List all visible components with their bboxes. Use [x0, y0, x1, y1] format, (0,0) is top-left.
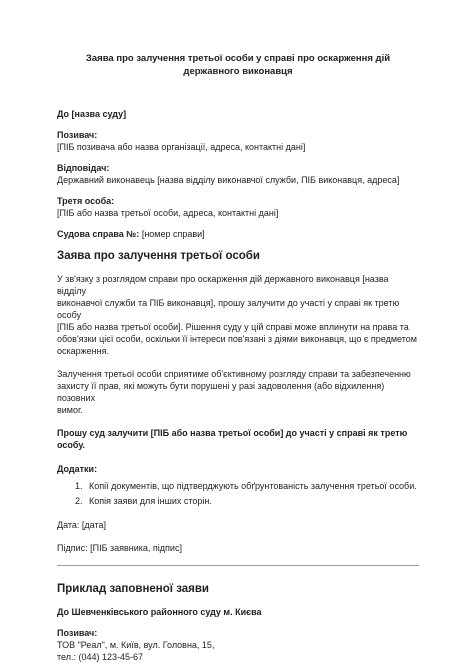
- case-number-label: Судова справа №:: [57, 229, 140, 239]
- case-number-value: [номер справи]: [139, 229, 205, 239]
- request-line: Прошу суд залучити [ПІБ або назва третьої особи] до участі у справі як третю: [57, 428, 408, 438]
- example-plaintiff-line: тел.: (044) 123-45-67: [57, 652, 144, 662]
- title-line-2: державного виконавця: [183, 66, 293, 77]
- example-court: До Шевченківського районного суду м. Києва: [57, 607, 262, 617]
- court-block: [57, 108, 419, 120]
- request-paragraph: [57, 427, 419, 451]
- document-title: [57, 52, 419, 78]
- third-party-value: [ПІБ або назва третьої особи, адреса, контактні дані]: [57, 208, 279, 218]
- example-plaintiff-block: [57, 627, 419, 663]
- plaintiff-value: [ПІБ позивача або назва організації, адреса, контактні дані]: [57, 142, 306, 152]
- section-heading: Заява про залучення третьої особи: [57, 250, 260, 262]
- paragraph-2-line: захисту її прав, які можуть бути порушені у разі задоволення (або відхилення) позовних: [57, 381, 385, 403]
- paragraph-1-line: виконавчої служби та ПІБ виконавця], прошу залучити до участі у справі як третю особу: [57, 298, 400, 320]
- plaintiff-block: [57, 129, 419, 153]
- defendant-value: Державний виконавець [назва відділу виконавчої служби, ПІБ виконавця, адреса]: [57, 175, 400, 185]
- title-line-1: Заява про залучення третьої особи у справі про оскарження дій: [85, 53, 391, 64]
- third-party-label: Третя особа:: [57, 196, 115, 206]
- attachment-item: 1. Копії документів, що підтверджують обґрунтованість залучення третьої особи.: [85, 480, 419, 492]
- date-line: Дата: [дата]: [57, 520, 107, 530]
- request-line: особу.: [57, 440, 86, 450]
- case-number-block: [57, 228, 419, 240]
- defendant-block: [57, 162, 419, 186]
- defendant-label: Відповідач:: [57, 163, 110, 173]
- paragraph-1-line: У зв'язку з розглядом справи про оскарження дій державного виконавця [назва відділу: [57, 274, 389, 296]
- paragraph-2-line: вимог.: [57, 405, 83, 415]
- example-plaintiff-label: Позивач:: [57, 628, 98, 638]
- paragraph-1: [57, 273, 419, 357]
- paragraph-2-line: Залучення третьої особи сприятиме об'єктивному розгляду справи та забезпеченню: [57, 369, 411, 379]
- third-party-block: [57, 195, 419, 219]
- document-page: [57, 52, 419, 672]
- attachments-list: [57, 480, 419, 507]
- paragraph-1-line: обов'язки цієї особи, оскільки її інтереси пов'язані з діями виконавця, що є предметом: [57, 334, 417, 344]
- paragraph-1-line: [ПІБ або назва третьої особи]. Рішення суду у цій справі може вплинути на права та: [57, 322, 409, 332]
- example-heading: Приклад заповненої заяви: [57, 583, 210, 595]
- attachment-item: 2. Копія заяви для інших сторін.: [85, 495, 419, 507]
- paragraph-1-line: оскарження.: [57, 346, 109, 356]
- plaintiff-label: Позивач:: [57, 130, 98, 140]
- signature-line: Підпис: [ПІБ заявника, підпис]: [57, 543, 182, 553]
- court-label: До [назва суду]: [57, 109, 127, 119]
- example-court-block: [57, 606, 419, 618]
- paragraph-2: [57, 368, 419, 416]
- example-plaintiff-line: ТОВ "Реал", м. Київ, вул. Головна, 15,: [57, 640, 215, 650]
- attachments-label: Додатки:: [57, 464, 98, 474]
- section-divider: [57, 565, 419, 566]
